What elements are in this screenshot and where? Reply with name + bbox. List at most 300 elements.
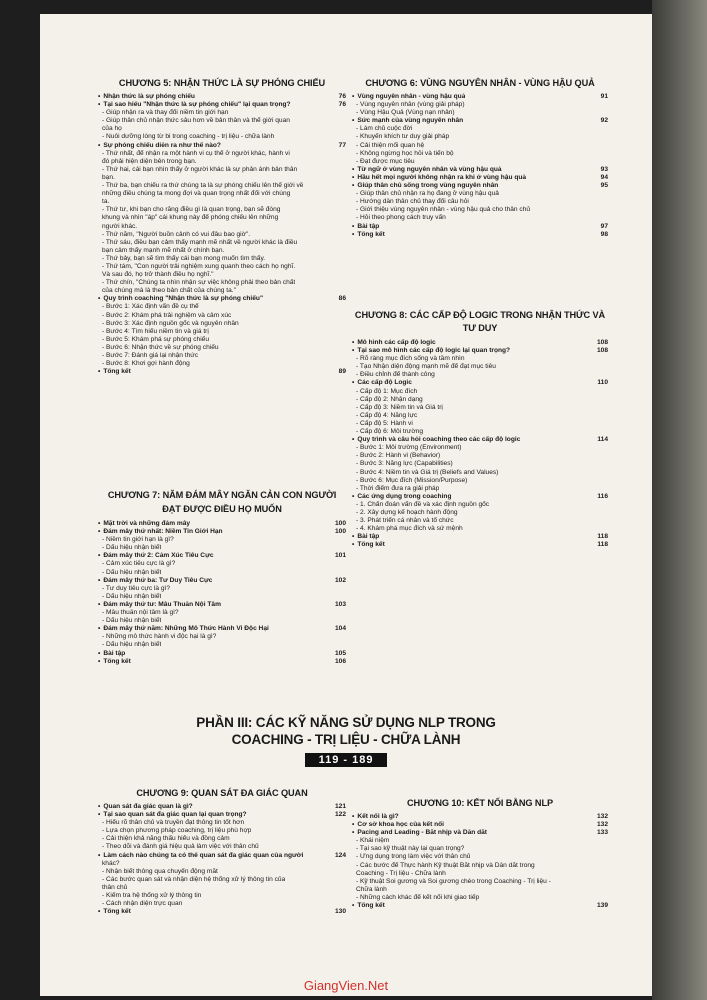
toc-subentry (98, 174, 346, 182)
toc-subentry (98, 827, 346, 835)
toc-page (40, 14, 652, 996)
toc-entry (98, 295, 346, 303)
toc-page-number (604, 420, 608, 428)
toc-entry-text: • Tổng kết (98, 908, 131, 916)
toc-entry-text: ta. (102, 198, 110, 206)
toc-subentry (98, 231, 346, 239)
toc-subentry (98, 198, 346, 206)
toc-page-number (342, 336, 346, 344)
toc-subentry (98, 892, 346, 900)
toc-page-number (342, 279, 346, 287)
toc-subentry (98, 868, 346, 876)
chapter-title: CHƯƠNG 6: VÙNG NGUYÊN NHÂN - VÙNG HẬU QUẢ (365, 78, 595, 88)
toc-subentry (98, 303, 346, 311)
toc-subentry (98, 544, 346, 552)
toc-page-number (342, 231, 346, 239)
toc-page-number (604, 412, 608, 420)
toc-entry (98, 908, 346, 916)
toc-subentry (98, 900, 346, 908)
toc-entry-text: bạn. (102, 173, 115, 181)
toc-subentry (98, 835, 346, 843)
toc-page-number (604, 198, 608, 206)
toc-entry (98, 811, 346, 819)
part-3-banner (40, 714, 652, 768)
chapter-8-section (352, 309, 608, 549)
part-title-line-1: PHẦN III: CÁC KỸ NĂNG SỬ DỤNG NLP TRONG (196, 715, 496, 730)
toc-entry-text: - Những cách khác để kết nối khi giao tiếp (356, 893, 480, 901)
toc-entry-text: • Đám mây thứ 2: Cảm Xúc Tiêu Cực (98, 552, 214, 560)
toc-entry-text: - Thứ tư, khi bạn cho rằng điều gì là quan trọng, bạn sẽ đóng (102, 206, 281, 214)
toc-page-number (342, 328, 346, 336)
toc-subentry (352, 886, 608, 894)
toc-entry-text: - Thứ chín, "Chúng ta nhìn nhận sự việc không phải theo bản chất (102, 279, 296, 287)
toc-entry (352, 829, 608, 837)
toc-subentry (98, 536, 346, 544)
toc-page-number: 116 (597, 492, 608, 500)
toc-entry-text: - Thứ hai, cái bạn nhìn thấy ở người khác là sự phản ánh bản thân (102, 165, 298, 173)
toc-entry (98, 577, 346, 585)
toc-subentry (352, 517, 608, 525)
toc-page-number: 104 (334, 625, 346, 633)
toc-subentry (352, 404, 608, 412)
toc-subentry (352, 388, 608, 396)
toc-page-number (342, 287, 346, 295)
toc-page-number (604, 388, 608, 396)
toc-entry (352, 174, 608, 182)
toc-entry (98, 142, 346, 150)
toc-entry-text: - Cấp độ 1: Mục đích (356, 387, 418, 395)
toc-entry-text: - Dấu hiệu nhận biết (102, 544, 162, 552)
toc-subentry (352, 142, 608, 150)
toc-entry (98, 368, 346, 376)
toc-subentry (352, 363, 608, 371)
toc-subentry (352, 460, 608, 468)
toc-subentry (98, 279, 346, 287)
toc-page-number: 76 (338, 101, 346, 109)
toc-subentry (98, 223, 346, 231)
toc-subentry (98, 560, 346, 568)
toc-subentry (352, 853, 608, 861)
toc-page-number (604, 517, 608, 525)
toc-page-number (342, 206, 346, 214)
toc-entry (98, 658, 346, 666)
toc-page-number (342, 892, 346, 900)
chapter-6-section (352, 78, 608, 239)
toc-entry-text: - Khái niệm (356, 837, 390, 845)
toc-page-number: 89 (338, 368, 346, 376)
toc-subentry (352, 214, 608, 222)
toc-page-number (604, 870, 608, 878)
toc-entry-text: - Cấp độ 4: Năng lực (356, 411, 418, 419)
toc-page-number: 133 (596, 829, 608, 837)
toc-page-number: 101 (334, 552, 346, 560)
toc-page-number: 122 (334, 811, 346, 819)
toc-page-number (342, 133, 346, 141)
toc-subentry (98, 312, 346, 320)
toc-page-number (604, 509, 608, 517)
toc-page-number (342, 312, 346, 320)
toc-entry-text: - Thứ tám, "Con người trải nghiệm xung quanh theo cách họ nghĩ. (102, 262, 296, 270)
toc-entry-text: - Cấp độ 3: Niềm tin và Giá trị (356, 403, 443, 411)
toc-page-number (342, 544, 346, 552)
chapter-title: CHƯƠNG 9: QUAN SÁT ĐA GIÁC QUAN (136, 788, 308, 798)
toc-page-number: 102 (334, 576, 346, 584)
toc-entry-text: - Cải thiện mối quan hệ (356, 141, 425, 149)
toc-page-number (604, 485, 608, 493)
toc-entry-text: • Mô hình các cấp độ logic (352, 339, 436, 347)
toc-subentry (352, 469, 608, 477)
toc-subentry (98, 819, 346, 827)
toc-entry (352, 347, 608, 355)
toc-page-number: 132 (596, 821, 608, 829)
toc-entry-text: - Bước 8: Khơi gợi hành động (102, 360, 190, 368)
toc-entry-text: - 3. Phát triển cá nhân và tổ chức (356, 517, 454, 525)
toc-entry-text: - Bước 4: Tìm hiểu niềm tin và giá trị (102, 327, 209, 335)
toc-entry-text: - Thời điểm đưa ra giải pháp (356, 484, 440, 492)
toc-subentry (352, 125, 608, 133)
toc-page-number (342, 633, 346, 641)
watermark: GiangVien.Net (303, 978, 389, 993)
toc-page-number: 118 (597, 533, 608, 541)
toc-subentry (352, 894, 608, 902)
toc-page-number: 76 (338, 93, 346, 100)
toc-subentry (98, 593, 346, 601)
toc-page-number (342, 868, 346, 876)
toc-page-number (342, 150, 346, 158)
toc-page-number (604, 142, 608, 150)
toc-page-number (342, 560, 346, 568)
toc-entry (352, 231, 608, 239)
toc-page-number (342, 344, 346, 352)
toc-subentry (98, 190, 346, 198)
toc-entry (352, 813, 608, 821)
toc-entry-text: - Tư duy tiêu cực là gì? (102, 584, 171, 592)
toc-page-number (604, 525, 608, 533)
toc-entry-text: - Giúp nhận ra và thay đổi niềm tin giới hạn (102, 109, 229, 117)
chapter-7-section (98, 488, 346, 666)
toc-page-number: 103 (334, 600, 346, 608)
toc-entry-text: - Giúp thân chủ nhận ra họ đang ở vùng hậu quả (356, 190, 499, 198)
toc-subentry (98, 352, 346, 360)
toc-entry-text: - Điều chỉnh để thành công (356, 371, 435, 379)
toc-entry-text: • Tổng kết (352, 902, 385, 910)
toc-entry-text: • Tổng kết (98, 658, 131, 666)
toc-entry-text: • Hầu hết mọi người không nhận ra khi ở vùng hậu quả (352, 174, 526, 182)
toc-page-number: 94 (600, 173, 608, 181)
toc-page-number: 93 (600, 165, 608, 173)
toc-entry-text: • Tổng kết (352, 231, 385, 239)
toc-entry-text: • Pacing and Leading - Bắt nhịp và Dẫn dắt (352, 829, 487, 837)
toc-entry-text: bạn cảm thấy mạnh mẽ nhất ở chính bạn. (102, 246, 225, 254)
toc-subentry (352, 845, 608, 853)
toc-subentry (98, 320, 346, 328)
toc-subentry (352, 109, 608, 117)
toc-entry-text: của chúng mà là theo bản chất của chúng ta." (102, 287, 236, 295)
toc-subentry (98, 206, 346, 214)
toc-page-number (604, 133, 608, 141)
toc-subentry (352, 444, 608, 452)
toc-entry-text: • Nhận thức là sự phóng chiếu (98, 93, 195, 101)
toc-entry-text: - Khuyến khích tư duy giải pháp (356, 133, 450, 141)
toc-page-number (342, 585, 346, 593)
toc-page-number (604, 109, 608, 117)
toc-page-number (604, 355, 608, 363)
toc-page-number (342, 271, 346, 279)
toc-entry-text: - Thứ năm, "Người buồn cảnh có vui đâu bao giờ". (102, 230, 251, 238)
toc-entry-text: - Lựa chọn phương pháp coaching, trị liệu phù hợp (102, 827, 252, 835)
toc-entry-text: - Cấp độ 5: Hành vi (356, 419, 413, 427)
toc-page-number (604, 878, 608, 886)
toc-subentry (352, 501, 608, 509)
toc-entry-text: - Nhận biết thông qua chuyển động mắt (102, 867, 218, 875)
toc-page-number (342, 182, 346, 190)
toc-entry (352, 902, 608, 910)
toc-entry-text: - Bước 1: Xác định vấn đề cụ thể (102, 303, 199, 311)
toc-page-number (342, 827, 346, 835)
toc-subentry (98, 263, 346, 271)
toc-page-number (342, 223, 346, 231)
toc-page-number (342, 536, 346, 544)
toc-subentry (98, 117, 346, 125)
toc-subentry (352, 452, 608, 460)
toc-subentry (352, 371, 608, 379)
toc-page-number (342, 303, 346, 311)
toc-entry-text: • Quy trình coaching "Nhận thức là sự phóng chiếu" (98, 295, 263, 303)
toc-page-number: 98 (600, 230, 608, 238)
toc-subentry (352, 158, 608, 166)
toc-entry-text: - Bước 1: Môi trường (Environment) (356, 444, 462, 452)
chapter-title: CHƯƠNG 7: NĂM ĐÁM MÂY NGĂN CẢN CON NGƯỜI ĐẠT ĐƯỢC ĐIỀU HỌ MUỐN (107, 490, 337, 514)
toc-page-number: 121 (334, 803, 346, 810)
toc-entry-text: - Thứ sáu, điều bạn cảm thấy mạnh mẽ nhất về người khác là điều (102, 238, 298, 246)
toc-entry-text: • Quy trình và câu hỏi coaching theo các cấp độ logic (352, 436, 520, 444)
toc-page-number (604, 206, 608, 214)
toc-subentry (98, 884, 346, 892)
toc-subentry (352, 190, 608, 198)
toc-entry-text: - Vùng nguyên nhân (vùng giải pháp) (356, 101, 465, 109)
toc-entry-text: - Dấu hiệu nhận biết (102, 568, 162, 576)
toc-subentry (352, 355, 608, 363)
toc-entry-text: khác? (102, 859, 120, 867)
toc-page-number (342, 876, 346, 884)
toc-subentry (352, 420, 608, 428)
toc-page-number (342, 617, 346, 625)
toc-entry (98, 93, 346, 101)
toc-subentry (352, 101, 608, 109)
toc-subentry (98, 109, 346, 117)
toc-subentry (98, 125, 346, 133)
toc-entry (352, 379, 608, 387)
toc-entry-text: thân chủ (102, 883, 128, 891)
toc-entry-text: • Cơ sở khoa học của kết nối (352, 821, 444, 829)
toc-entry (352, 493, 608, 501)
toc-subentry (98, 641, 346, 649)
toc-page-number (342, 166, 346, 174)
toc-page-number (604, 444, 608, 452)
toc-page-number: 105 (334, 649, 346, 657)
toc-subentry (352, 870, 608, 878)
toc-page-number (342, 247, 346, 255)
toc-page-number (342, 190, 346, 198)
toc-page-number (342, 117, 346, 125)
toc-subentry (98, 633, 346, 641)
toc-entry-text: • Đám mây thứ năm: Những Mô Thức Hành Vi Độc Hại (98, 625, 269, 633)
toc-entry-text: - Mâu thuẫn nội tâm là gì? (102, 609, 179, 617)
toc-entry (98, 625, 346, 633)
toc-subentry (352, 412, 608, 420)
toc-page-number (342, 819, 346, 827)
toc-page-number (604, 837, 608, 845)
toc-entry (98, 528, 346, 536)
toc-subentry (352, 862, 608, 870)
toc-entry-text: - Hỏi theo phong cách truy vấn (356, 214, 446, 222)
toc-entry-text: - Bước 7: Đánh giá lại nhận thức (102, 352, 198, 359)
toc-page-number: 92 (600, 117, 608, 125)
toc-entry-text: - Cấp độ 6: Môi trường (356, 428, 424, 436)
toc-page-number: 97 (600, 222, 608, 230)
toc-entry (352, 117, 608, 125)
toc-page-number (604, 363, 608, 371)
toc-page-number (604, 886, 608, 894)
toc-entry-text: • Quan sát đa giác quan là gì? (98, 803, 193, 811)
toc-subentry (98, 214, 346, 222)
toc-page-number (342, 263, 346, 271)
toc-entry-text: Và sau đó, họ trở thành điều họ nghĩ." (102, 271, 214, 279)
toc-subentry (98, 843, 346, 851)
toc-entry-text: - 4. Khám phá mục đích và sứ mệnh (356, 525, 463, 533)
toc-page-number (604, 452, 608, 460)
toc-page-number (604, 150, 608, 158)
toc-entry (98, 650, 346, 658)
toc-subentry (352, 206, 608, 214)
toc-subentry (98, 247, 346, 255)
toc-page-number (604, 460, 608, 468)
toc-page-number (342, 641, 346, 649)
toc-page-number: 118 (597, 541, 608, 549)
toc-page-number (604, 501, 608, 509)
toc-page-number (604, 396, 608, 404)
toc-entry (352, 339, 608, 347)
toc-page-number (604, 125, 608, 133)
chapter-9-section (98, 788, 346, 916)
toc-page-number (604, 190, 608, 198)
toc-entry-text: • Sức mạnh của vùng nguyên nhân (352, 117, 463, 125)
toc-subentry (352, 396, 608, 404)
toc-entry-text: • Các ứng dụng trong coaching (352, 493, 451, 501)
chapter-title: CHƯƠNG 10: KẾT NỐI BẰNG NLP (407, 798, 553, 808)
toc-entry-text: • Bài tập (352, 223, 379, 231)
toc-page-number (342, 860, 346, 868)
toc-page-number: 100 (334, 528, 346, 536)
toc-entry (352, 821, 608, 829)
toc-entry-text: đó phải hiện diện bên trong bạn. (102, 157, 197, 165)
toc-entry-text: - Vùng Hậu Quả (Vùng nạn nhân) (356, 109, 455, 117)
toc-entry-text: • Các cấp độ Logic (352, 379, 412, 387)
toc-entry-text: - Hiểu rõ thân chủ và truyền đạt thông tin tốt hơn (102, 819, 245, 827)
toc-entry-text: - Làm chủ cuộc đời (356, 125, 413, 133)
toc-entry-text: - Bước 2: Khám phá trải nghiệm và cảm xúc (102, 311, 232, 319)
toc-entry-text: • Đám mây thứ ba: Tư Duy Tiêu Cực (98, 577, 212, 585)
toc-subentry (352, 477, 608, 485)
toc-subentry (352, 150, 608, 158)
toc-page-number: 110 (597, 379, 608, 387)
toc-page-number (604, 477, 608, 485)
toc-page-number (604, 894, 608, 902)
toc-page-number (342, 255, 346, 263)
toc-page-number (342, 214, 346, 222)
toc-page-number (342, 609, 346, 617)
toc-entry-text: • Bài tập (98, 650, 125, 658)
toc-entry-text: khung và nhìn "áp" cái khung này để phóng chiếu lên những (102, 214, 279, 222)
toc-entry-text: - Dấu hiệu nhận biết (102, 617, 162, 625)
toc-subentry (98, 239, 346, 247)
chapter-10-section (352, 798, 608, 910)
toc-entry-text: - Cải thiện khả năng thấu hiểu và đồng cảm (102, 835, 230, 843)
toc-entry-text: • Đám mây thứ tư: Mâu Thuẫn Nội Tâm (98, 601, 221, 609)
toc-entry-text: - Nuôi dưỡng lòng từ bi trong coaching - trị liệu - chữa lành (102, 133, 275, 141)
toc-entry-text: những điều chúng ta mong đợi và quan trọng nhất đối với chúng (102, 190, 291, 198)
toc-subentry (98, 336, 346, 344)
toc-entry-text: • Tại sao quan sát đa giác quan lại quan trọng? (98, 811, 247, 819)
toc-entry-text: - Bước 6: Mục đích (Mission/Purpose) (356, 476, 468, 484)
toc-entry-text: • Tại sao hiểu "Nhận thức là sự phóng chiếu" lại quan trọng? (98, 101, 291, 109)
toc-page-number (604, 845, 608, 853)
toc-entry-text: - Cấp độ 2: Nhận dạng (356, 395, 423, 403)
toc-subentry (98, 255, 346, 263)
toc-entry-text: Chữa lành (356, 885, 387, 893)
toc-page-number (604, 404, 608, 412)
toc-entry-text: - Không ngừng học hỏi và tiến bộ (356, 149, 454, 157)
toc-page-number: 114 (597, 436, 608, 444)
toc-entry-text: - Tại sao kỹ thuật này lại quan trọng? (356, 845, 465, 853)
toc-entry-text: • Từ ngữ ở vùng nguyên nhân và vùng hậu quả (352, 166, 502, 174)
toc-subentry (98, 287, 346, 295)
toc-page-number (604, 214, 608, 222)
toc-entry-text: - Bước 2: Hành vi (Behavior) (356, 452, 441, 460)
toc-subentry (98, 569, 346, 577)
toc-page-number (342, 109, 346, 117)
toc-entry (98, 852, 346, 860)
toc-subentry (98, 876, 346, 884)
toc-page-number (604, 428, 608, 436)
toc-entry-text: - Cảm xúc tiêu cực là gì? (102, 560, 176, 568)
toc-page-number: 91 (600, 93, 608, 100)
toc-page-number: 95 (600, 182, 608, 190)
toc-page-number (342, 158, 346, 166)
toc-entry-text: - Tạo Nhận diện động mạnh mẽ để đạt mục tiêu (356, 363, 496, 371)
toc-page-number: 139 (596, 902, 608, 910)
toc-subentry (98, 585, 346, 593)
toc-entry-text: • Bài tập (352, 533, 379, 541)
toc-entry (352, 436, 608, 444)
page-edge-shadow (652, 0, 707, 1000)
toc-subentry (352, 837, 608, 845)
toc-entry-text: người khác. (102, 222, 138, 230)
toc-entry-text: - Dấu hiệu nhận biết (102, 592, 162, 600)
toc-subentry (352, 198, 608, 206)
toc-page-number: 124 (334, 851, 346, 859)
toc-page-number (342, 320, 346, 328)
toc-subentry (98, 150, 346, 158)
toc-subentry (352, 509, 608, 517)
toc-subentry (98, 133, 346, 141)
toc-entry-text: - Các bước để Thực hành Kỹ thuật Bắt nhịp và Dẫn dắt trong (356, 861, 535, 869)
toc-subentry (352, 878, 608, 886)
part-title-line-2: COACHING - TRỊ LIỆU - CHỮA LÀNH (231, 732, 461, 747)
toc-entry-text: - Đạt được mục tiêu (356, 157, 415, 165)
toc-entry-text: Coaching - Trị liệu - Chữa lành (356, 869, 446, 877)
toc-entry-text: - Theo dõi và đánh giá hiệu quả làm việc với thân chủ (102, 843, 259, 851)
